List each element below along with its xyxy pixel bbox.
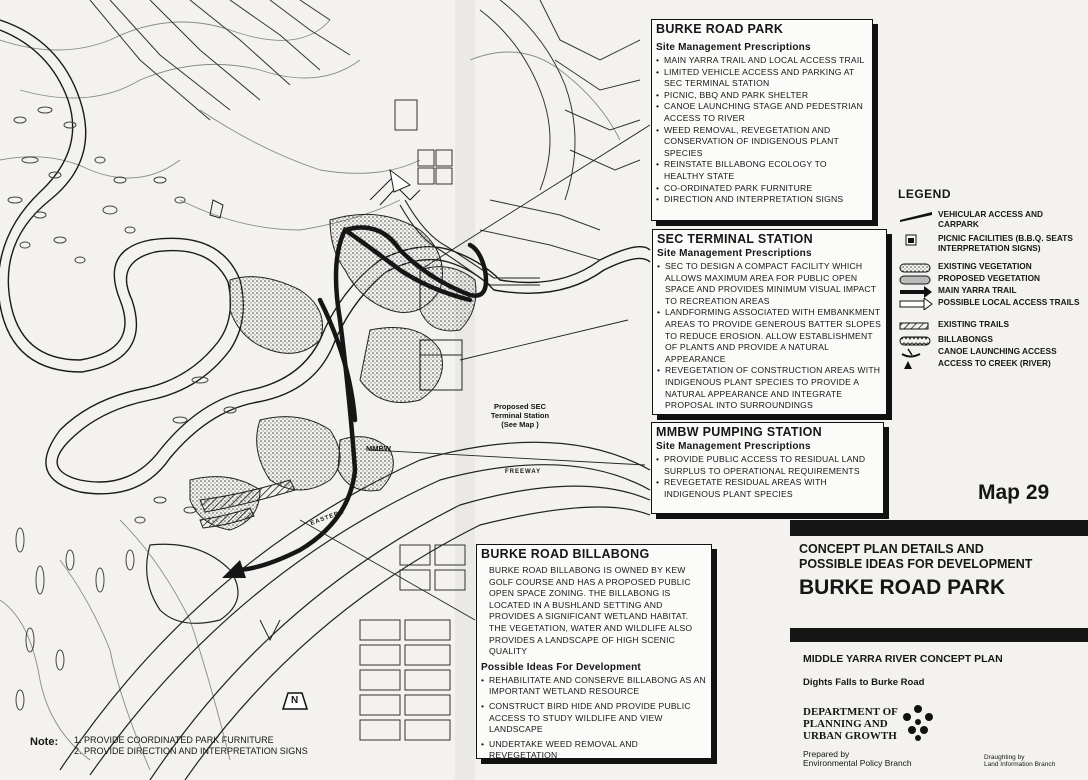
proposed-vegetation-icon	[898, 274, 934, 286]
legend: LEGEND VEHICULAR ACCESS AND CARPARK PICNIC FACILITIES (B.B.Q. SEATS INTERPRETATION SIGNS) EXISTING VEGETATION PROPOSED VEGETATION MAIN YARRA TRAIL POSSIBLE LOCAL ACCESS TRAILS EXISTING TRAILS BILLABONGS CANOE LAUNCHING ACCESS ACCESS TO CREEK (RIVER)	[898, 190, 1083, 206]
list-item: • LANDFORMING ASSOCIATED WITH EMBANKMENT AREAS TO PROVIDE GENEROUS BATTER SLOPES TO REDUCE EROSION. ALLOW ESTABLISHMENT OF PLANTS AND PROVIDE A NATURAL APPEARANCE	[657, 307, 882, 365]
existing-vegetation-icon	[898, 262, 934, 274]
billabong-title: BURKE ROAD BILLABONG	[481, 547, 650, 561]
sec-terminal-title: SEC TERMINAL STATION	[657, 232, 813, 246]
notes-label: Note:	[30, 736, 59, 748]
main-trail-arrow-icon	[898, 286, 934, 298]
department-logo-text: DEPARTMENT OF PLANNING AND URBAN GROWTH	[803, 706, 898, 742]
map-label-proposed-sec: Proposed SEC Terminal Station (See Map )	[490, 402, 550, 429]
concept-title	[799, 542, 1088, 601]
plan-info	[803, 653, 1088, 688]
list-item: • SEC TO DESIGN A COMPACT FACILITY WHICH ALLOWS MAXIMUM AREA FOR PUBLIC OPEN SPACE AND PROVIDES MINIMUM VISUAL IMPACT TO RECREATION AREAS	[657, 261, 882, 307]
note-1: 1. PROVIDE COORDINATED PARK FURNITURE	[74, 735, 274, 745]
list-item: • REVEGETATION OF CONSTRUCTION AREAS WITH INDIGENOUS PLANT SPECIES TO PROVIDE A NATURAL APPEARANCE AND INTEGRATE PROPOSAL INTO SURROUNDINGS	[657, 365, 882, 411]
mmbw-box	[651, 422, 884, 514]
burke-road-park-box	[651, 19, 873, 221]
note-2: 2. PROVIDE DIRECTION AND INTERPRETATION SIGNS	[74, 746, 308, 756]
plan-section: Dights Falls to Burke Road	[803, 677, 925, 688]
mmbw-title: MMBW PUMPING STATION	[656, 425, 822, 439]
list-item: • WEED REMOVAL, REVEGETATION AND CONSERVATION OF INDIGENOUS PLANT SPECIES	[656, 125, 868, 160]
list-item: • DIRECTION AND INTERPRETATION SIGNS	[656, 194, 868, 206]
billabong-subtitle: Possible Ideas For Development	[481, 661, 641, 673]
north-arrow-icon: N	[282, 692, 308, 710]
burke-road-park-subtitle: Site Management Prescriptions	[656, 42, 811, 53]
billabong-description: BURKE ROAD BILLABONG IS OWNED BY KEW GOLF COURSE AND HAS A PROPOSED PUBLIC OPEN SPACE ZONING. THE BILLABONG IS LOCATED IN A BUSHLAND SETTING AND PROVIDES A SIGNIFICANT WETLAND HABITAT. THE VEGETATION, WATER AND WILDLIFE ALSO PROVIDES A LANDSCAPE OF HIGH SCENIC QUALITY	[489, 565, 693, 657]
concept-title-line1: CONCEPT PLAN DETAILS AND	[799, 542, 984, 556]
map-label-eastern: EASTERN	[309, 509, 346, 527]
list-item: • MAIN YARRA TRAIL AND LOCAL ACCESS TRAIL	[656, 55, 868, 67]
list-item: • REINSTATE BILLABONG ECOLOGY TO HEALTHY STATE	[656, 159, 868, 182]
burke-road-park-list	[656, 55, 868, 206]
list-item: • REHABILITATE AND CONSERVE BILLABONG AS AN IMPORTANT WETLAND RESOURCE	[481, 675, 707, 698]
list-item: • CONSTRUCT BIRD HIDE AND PROVIDE PUBLIC ACCESS TO STUDY WILDLIFE AND VIEW LANDSCAPE	[481, 701, 707, 736]
map-label-freeway: FREEWAY	[505, 469, 542, 475]
legend-title: LEGEND	[898, 187, 952, 201]
list-item: • LIMITED VEHICLE ACCESS AND PARKING AT SEC TERMINAL STATION	[656, 67, 868, 90]
list-item: • PROVIDE PUBLIC ACCESS TO RESIDUAL LAND SURPLUS TO OPERATIONAL REQUIREMENTS	[656, 454, 879, 477]
canoe-icon	[898, 347, 934, 359]
concept-title-line2: POSSIBLE IDEAS FOR DEVELOPMENT	[799, 557, 1033, 571]
sec-terminal-subtitle: Site Management Prescriptions	[657, 248, 812, 259]
local-trail-arrow-icon	[898, 298, 934, 310]
plan-name: MIDDLE YARRA RIVER CONCEPT PLAN	[803, 653, 1003, 665]
existing-trails-icon	[898, 320, 934, 332]
burke-road-park-title: BURKE ROAD PARK	[656, 22, 784, 36]
list-item: • UNDERTAKE WEED REMOVAL AND REVEGETATION	[481, 739, 707, 762]
draughting-by: Draughting by Land Information Branch	[984, 754, 1056, 768]
list-item: • CANOE LAUNCHING STAGE AND PEDESTRIAN ACCESS TO RIVER	[656, 101, 868, 124]
concept-title-park: BURKE ROAD PARK	[799, 576, 1006, 599]
picnic-icon	[898, 234, 934, 246]
sec-terminal-box	[652, 229, 887, 415]
billabong-box	[476, 544, 712, 759]
map-number: Map 29	[978, 481, 1050, 504]
title-bar-top	[790, 520, 1088, 536]
list-item: • CO-ORDINATED PARK FURNITURE	[656, 183, 868, 195]
map-label-mmbw: MMBW	[366, 444, 391, 453]
list-item: • REVEGETATE RESIDUAL AREAS WITH INDIGENOUS PLANT SPECIES	[656, 477, 879, 500]
prepared-by: Prepared by Environmental Policy Branch	[803, 749, 912, 768]
mmbw-subtitle: Site Management Prescriptions	[656, 441, 811, 452]
title-bar-bottom	[790, 628, 1088, 642]
triangle-icon	[898, 359, 934, 371]
department-emblem-icon	[898, 703, 938, 743]
billabong-icon	[898, 335, 934, 347]
list-item: • PICNIC, BBQ AND PARK SHELTER	[656, 90, 868, 102]
vehicular-access-icon	[898, 210, 934, 222]
